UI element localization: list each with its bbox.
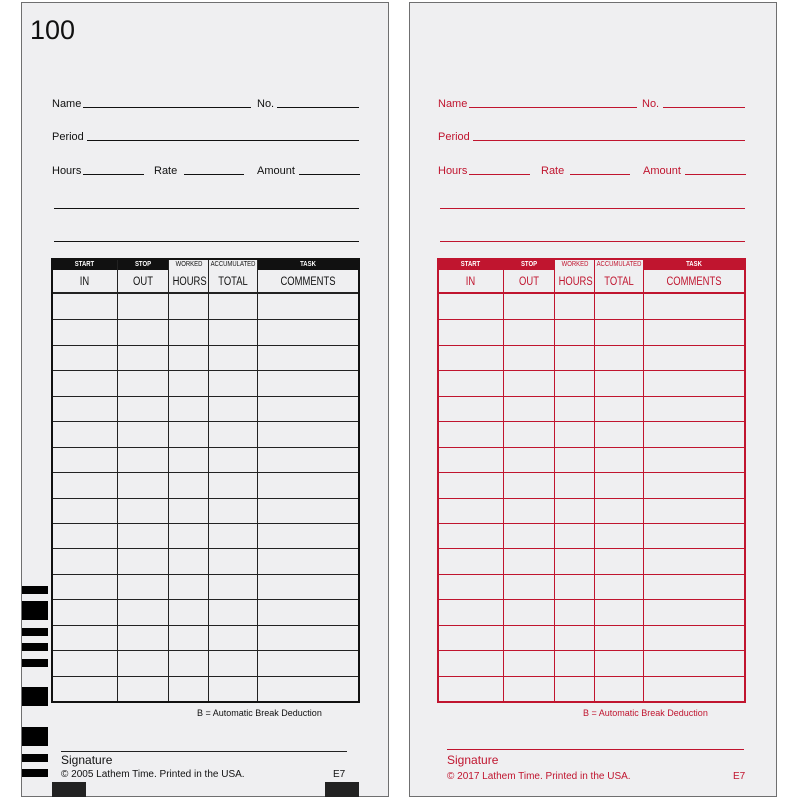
- timing-mark: [22, 727, 48, 746]
- blank-line-1[interactable]: [54, 208, 359, 209]
- no-label: No.: [257, 98, 275, 110]
- row-divider: [53, 676, 358, 677]
- header-divider: [53, 292, 358, 294]
- row-divider: [439, 676, 744, 677]
- column-divider: [257, 260, 258, 701]
- hours-field[interactable]: [469, 174, 530, 175]
- column-divider: [503, 260, 504, 701]
- row-divider: [439, 548, 744, 549]
- col-header: COMMENTS: [666, 276, 722, 288]
- row-divider: [53, 345, 358, 346]
- col-header-top: WORKED: [175, 261, 203, 268]
- card-code: E7: [733, 771, 746, 782]
- row-divider: [53, 523, 358, 524]
- no-field[interactable]: [663, 107, 745, 108]
- time-table: [437, 258, 746, 703]
- column-divider: [117, 260, 118, 701]
- row-divider: [439, 319, 744, 320]
- col-header: HOURS: [172, 276, 207, 288]
- col-header: TOTAL: [604, 276, 634, 288]
- row-divider: [439, 472, 744, 473]
- bottom-mark-right: [325, 782, 359, 797]
- header-divider: [439, 292, 744, 294]
- blank-line-2[interactable]: [440, 241, 745, 242]
- period-field[interactable]: [87, 140, 359, 141]
- period-label: Period: [52, 131, 84, 143]
- hours-label: Hours: [438, 165, 468, 177]
- timing-mark: [22, 754, 48, 762]
- time-card-black: [21, 2, 389, 797]
- row-divider: [53, 370, 358, 371]
- col-header: IN: [465, 276, 476, 288]
- column-divider: [554, 260, 555, 701]
- column-divider: [168, 260, 169, 701]
- column-divider: [208, 260, 209, 701]
- col-header: OUT: [519, 276, 539, 288]
- col-header-top: STOP: [134, 261, 152, 268]
- row-divider: [53, 548, 358, 549]
- row-divider: [53, 650, 358, 651]
- col-header-top: ACCUMULATED: [210, 261, 256, 268]
- row-divider: [439, 523, 744, 524]
- amount-field[interactable]: [299, 174, 360, 175]
- rate-field[interactable]: [184, 174, 244, 175]
- row-divider: [439, 396, 744, 397]
- signature-field[interactable]: [447, 749, 744, 750]
- rate-label: Rate: [541, 165, 565, 177]
- period-field[interactable]: [473, 140, 745, 141]
- no-field[interactable]: [277, 107, 359, 108]
- row-divider: [439, 625, 744, 626]
- break-deduction-note: B = Automatic Break Deduction: [583, 708, 708, 718]
- row-divider: [53, 625, 358, 626]
- rate-field[interactable]: [570, 174, 630, 175]
- col-header-top: TASK: [300, 261, 316, 268]
- row-divider: [439, 421, 744, 422]
- row-divider: [439, 599, 744, 600]
- blank-line-2[interactable]: [54, 241, 359, 242]
- name-field[interactable]: [83, 107, 251, 108]
- col-header-top: WORKED: [561, 261, 589, 268]
- hours-label: Hours: [52, 165, 82, 177]
- col-header: OUT: [133, 276, 153, 288]
- timing-mark: [22, 628, 48, 636]
- row-divider: [439, 498, 744, 499]
- timing-mark: [22, 659, 48, 667]
- row-divider: [439, 650, 744, 651]
- blank-line-1[interactable]: [440, 208, 745, 209]
- signature-field[interactable]: [61, 751, 347, 752]
- signature-label: Signature: [61, 753, 113, 767]
- signature-label: Signature: [447, 753, 499, 767]
- amount-label: Amount: [257, 165, 295, 177]
- row-divider: [53, 574, 358, 575]
- name-field[interactable]: [469, 107, 637, 108]
- amount-label: Amount: [643, 165, 681, 177]
- row-divider: [439, 345, 744, 346]
- time-card-red: [409, 2, 777, 797]
- copyright-text: © 2017 Lathem Time. Printed in the USA.: [447, 771, 631, 782]
- card-number: 100: [30, 15, 76, 45]
- column-divider: [643, 260, 644, 701]
- row-divider: [53, 421, 358, 422]
- col-header: IN: [79, 276, 90, 288]
- time-table: [51, 258, 360, 703]
- col-header: TOTAL: [218, 276, 248, 288]
- period-label: Period: [438, 131, 470, 143]
- hours-field[interactable]: [83, 174, 144, 175]
- col-header: COMMENTS: [280, 276, 336, 288]
- row-divider: [53, 319, 358, 320]
- name-label: Name: [438, 98, 468, 110]
- timing-mark: [22, 586, 48, 594]
- rate-label: Rate: [154, 165, 178, 177]
- row-divider: [53, 472, 358, 473]
- timing-mark: [22, 643, 48, 651]
- timing-mark: [22, 769, 48, 777]
- name-label: Name: [52, 98, 82, 110]
- amount-field[interactable]: [685, 174, 746, 175]
- timing-mark: [22, 687, 48, 706]
- row-divider: [53, 599, 358, 600]
- row-divider: [53, 396, 358, 397]
- col-header-top: TASK: [686, 261, 702, 268]
- break-deduction-note: B = Automatic Break Deduction: [197, 708, 322, 718]
- row-divider: [439, 370, 744, 371]
- timing-mark: [22, 601, 48, 620]
- col-header-top: STOP: [520, 261, 538, 268]
- col-header: HOURS: [558, 276, 593, 288]
- column-divider: [594, 260, 595, 701]
- card-code: E7: [333, 769, 346, 780]
- copyright-text: © 2005 Lathem Time. Printed in the USA.: [61, 769, 245, 780]
- row-divider: [439, 574, 744, 575]
- bottom-mark-left: [52, 782, 86, 797]
- row-divider: [439, 447, 744, 448]
- row-divider: [53, 498, 358, 499]
- row-divider: [53, 447, 358, 448]
- col-header-top: START: [74, 261, 95, 268]
- col-header-top: START: [460, 261, 481, 268]
- col-header-top: ACCUMULATED: [596, 261, 642, 268]
- no-label: No.: [642, 98, 660, 110]
